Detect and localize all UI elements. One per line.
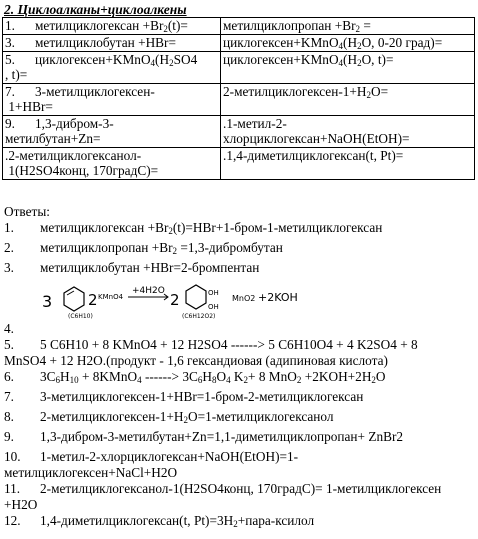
task-cell: $2-метилциклогексен-1+H_2O=$ [221, 84, 475, 116]
answer-6: 6. $3C_6H_{10}$ + 8KMnO$_4$ ------> $3C_6H_8O_4$ $K_2+ 8$ $MnO_2 +2KOH+2H_2O$ [4, 369, 386, 385]
table-row [3, 116, 475, 148]
drawing-hydroxyl: OH [208, 303, 219, 311]
drawing-coefficient: 2 [170, 291, 180, 309]
drawing-coefficient: 2 [88, 291, 98, 309]
task-cell: .2-метилциклогексанол- 1(H2SO4конц, 170градС)= [3, 148, 221, 180]
task-cell: 7. 3-метилциклогексен- 1+HBr= [3, 84, 221, 116]
task-cell: 5. $циклогексен+KMnO_4(H_2SO4$ , t)= [3, 52, 221, 84]
answer-11: 11. 2-метилциклогексанол-1(H2SO4конц, 170градС)= 1-метилциклогексен +H2O [4, 481, 442, 512]
table-row [3, 52, 475, 84]
answer-9: 9. 1,3-дибром-3-метилбутан+Zn=1,1-диметилциклопропан+ ZnBr2 [4, 429, 404, 444]
task-cell: .1,4-диметилциклогексан(t, Pt)= [221, 148, 475, 180]
task-cell: 9. 1,3-дибром-3- метилбутан+Zn= [3, 116, 221, 148]
double-bond-icon [67, 291, 74, 295]
answer-3: 3. метилциклобутан +HBr=2-бромпентан [4, 260, 260, 275]
table-row [3, 35, 475, 52]
drawing-label: (C6H10) [68, 313, 93, 319]
answer-12: 12. 1,4-диметилциклогексан(t, $Pt)=3H_2+пара$-ксилол [4, 513, 315, 529]
answer-1: 1. метилциклогексан $+Br_2(t)=HBr+1-бром-1$-метилциклогексан [4, 220, 383, 236]
answer-4: 4. [4, 321, 14, 336]
task-cell: $циклогексен+KMnO_4(H_2O$, 0-20 град)= [221, 35, 475, 52]
task-cell: 3. метилциклобутан +HBr= [3, 35, 221, 52]
handwritten-reaction-drawing [40, 283, 340, 319]
drawing-koh: +2KOH [258, 291, 298, 304]
drawing-label: (C6H12O2) [182, 313, 216, 319]
table-row [3, 18, 475, 35]
cyclohexene-ring-icon [64, 287, 84, 311]
answer-8: 8. $2-метилциклогексен-1+H_2O=1$-метилциклогексанол [4, 409, 334, 425]
drawing-reagent: KMnO4 [98, 293, 124, 301]
answers-label: Ответы: [4, 204, 50, 219]
task-cell: метилциклопропан $+Br_2$ = [221, 18, 475, 35]
drawing-hydroxyl: OH [208, 289, 219, 297]
table-row [3, 148, 475, 180]
drawing-coefficient: 3 [42, 292, 53, 311]
table-row [3, 84, 475, 116]
drawing-mno2: MnO2 [232, 294, 256, 303]
task-cell: .1-метил-2- хлорциклогексан+NaOH(EtOH)= [221, 116, 475, 148]
drawing-over-arrow: +4H2O [132, 286, 165, 296]
answer-5: 5. 5 C6H10 + 8 KMnO4 + 12 H2SO4 ------> 5 C6H10O4 + 4 K2SO4 + 8 MnSO4 + 12 H2O.(продукт - 1,6 гександиовая (адипиновая кислота) [4, 337, 418, 368]
answer-7: 7. 3-метилциклогексен-1+HBr=1-бром-2-метилциклогексан [4, 389, 364, 404]
task-cell: $циклогексен+KMnO_4(H_2O$, t)= [221, 52, 475, 84]
section-heading: 2. Циклоалканы+циклоалкены [4, 2, 187, 17]
tasks-table [2, 17, 475, 180]
task-cell: 1. метилциклогексан $+Br_2(t)=$ [3, 18, 221, 35]
answer-10: 10. 1-метил-2-хлорциклогексан+NaOH(EtOH)=1- метилциклогексен+NaCl+H2O [4, 449, 299, 480]
answer-2: 2. метилциклопропан $+Br_2$ =1,3-дибромбутан [4, 240, 283, 256]
diol-ring-icon [186, 285, 206, 309]
